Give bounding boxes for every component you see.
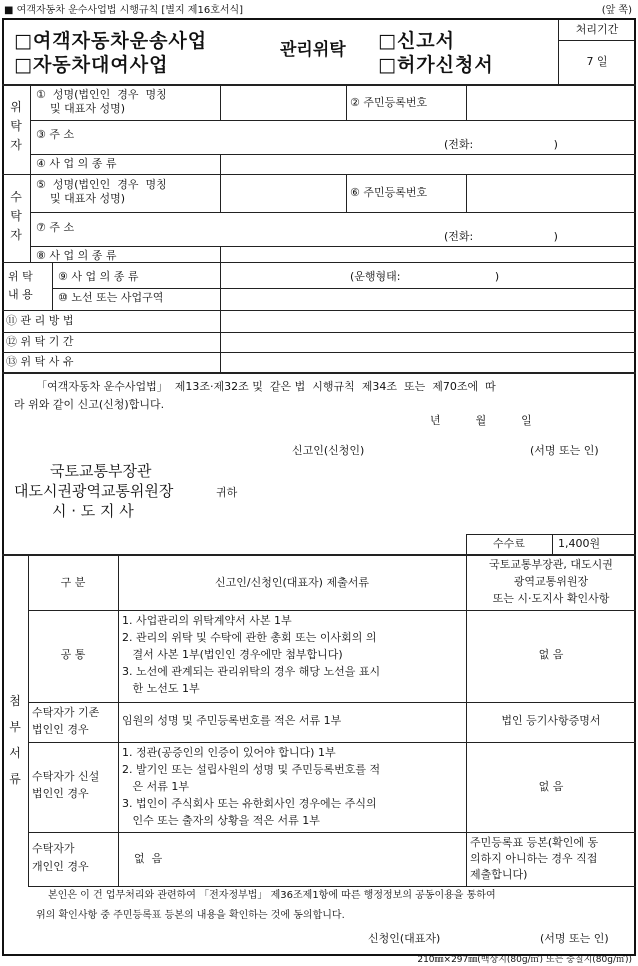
row-existing-category-1: 수탁자가 기존	[32, 706, 100, 719]
row-existing-check: 법인 등기사항증명서	[501, 714, 601, 727]
processing-period-value: 7 일	[586, 55, 608, 68]
consent-line-2: 위의 확인사항 중 주민등록표 등본의 내용을 확인하는 것에 동의합니다.	[36, 910, 345, 921]
row-individual-check-3: 제출합니다)	[470, 868, 528, 881]
checkbox-passenger-transport[interactable]: □여객자동차운송사업	[14, 30, 208, 52]
row-new-check: 없 음	[538, 780, 564, 793]
consignment-reason-label: ⑬ 위 탁 사 유	[6, 355, 74, 368]
consignee-business-label: ⑧ 사 업 의 종 류	[36, 249, 117, 262]
declaration-date: 년 월 일	[430, 414, 532, 427]
row-common-doc-2: 2. 관리의 위탁 및 수탁에 관한 총회 또는 이사회의 의	[122, 631, 377, 644]
attachments-col-check-1: 국토교통부장관, 대도시권	[489, 558, 613, 571]
row-individual-category-2: 개인인 경우	[32, 860, 89, 873]
fee-value: 1,400원	[558, 537, 601, 550]
attachments-section-label: 첨부서류	[9, 694, 21, 786]
consignment-section-label-1: 위 탁	[8, 270, 33, 283]
fee-label: 수수료	[493, 537, 525, 550]
checkbox-car-rental[interactable]: □자동차대여사업	[14, 54, 169, 76]
row-new-doc-3: 은 서류 1부	[122, 780, 189, 793]
row-new-category-1: 수탁자가 신설	[32, 770, 100, 783]
management-method-label: ⑪ 관 리 방 법	[6, 314, 74, 327]
declaration-line-1: 「여객자동차 운수사업법」 제13조·제32조 및 같은 법 시행규칙 제34조 또는 제70조에 따	[36, 380, 496, 393]
row-common-doc-1: 1. 사업관리의 위탁계약서 사본 1부	[122, 614, 292, 627]
row-common-category: 공 통	[60, 648, 86, 661]
declaration-line-2: 라 위와 같이 신고(신청)합니다.	[14, 398, 165, 411]
attachments-col-check-3: 또는 시·도지사 확인사항	[492, 592, 610, 605]
consignment-period-label: ⑫ 위 탁 기 간	[6, 335, 74, 348]
recipient-commission: 대도시권광역교통위원장	[14, 482, 174, 500]
applicant-label: 신고인(신청인)	[292, 444, 365, 457]
row-new-doc-4: 3. 법인이 주식회사 또는 유한회사인 경우에는 주식의	[122, 797, 377, 810]
row-common-doc-3: 결서 사본 1부(법인인 경우에만 첨부합니다)	[122, 648, 343, 661]
consent-signer: 신청인(대표자)	[368, 932, 441, 945]
row-common-doc-4: 3. 노선에 관계되는 관리위탁의 경우 해당 노선을 표시	[122, 665, 381, 678]
operation-type-label: (운행형태: )	[350, 270, 500, 283]
consent-signature: (서명 또는 인)	[540, 932, 609, 945]
form-reference: ■ 여객자동차 운수사업법 시행규칙 [별지 제16호서식]	[4, 5, 244, 16]
row-existing-category-2: 법인인 경우	[32, 723, 89, 736]
row-individual-doc-1: 없 음	[134, 852, 163, 865]
consignor-id-label: ② 주민등록번호	[350, 96, 428, 109]
route-area-label: ⑩ 노선 또는 사업구역	[58, 291, 164, 304]
consignment-section-label-2: 내 용	[8, 288, 33, 301]
attachments-col-documents: 신고인/신청인(대표자) 제출서류	[215, 576, 369, 589]
row-new-doc-5: 인수 또는 출자의 상황을 적은 서류 1부	[122, 814, 320, 827]
row-common-check: 없 음	[538, 648, 564, 661]
page-side: (앞 쪽)	[601, 5, 632, 16]
consignor-business-label: ④ 사 업 의 종 류	[36, 157, 117, 170]
recipient-minister: 국토교통부장관	[50, 462, 152, 480]
consignor-address-label: ③ 주 소	[36, 128, 75, 141]
consignor-name-label: ① 성명(법인인 경우 명칭 및 대표자 성명)	[36, 88, 167, 115]
row-new-doc-1: 1. 정관(공증인의 인증이 있어야 합니다) 1부	[122, 746, 336, 759]
row-individual-check-2: 의하지 아니하는 경우 직접	[470, 852, 598, 865]
consignor-section-label: 위탁자	[10, 100, 22, 152]
attachments-col-check-2: 광역교통위원장	[513, 575, 589, 588]
row-new-category-2: 법인인 경우	[32, 787, 89, 800]
consignee-address-label: ⑦ 주 소	[36, 221, 75, 234]
consignee-section-label: 수탁자	[10, 190, 22, 242]
consignee-phone-label: (전화: )	[444, 230, 558, 243]
consignor-phone-label: (전화: )	[444, 138, 558, 151]
attachments-col-category: 구 분	[60, 576, 86, 589]
form-header	[2, 0, 636, 16]
processing-period-label: 처리기간	[575, 23, 619, 36]
recipient-governor: 시 · 도 지 사	[52, 502, 134, 520]
row-existing-doc-1: 임원의 성명 및 주민등록번호를 적은 서류 1부	[122, 714, 342, 727]
row-common-doc-5: 한 노선도 1부	[122, 682, 200, 695]
checkbox-permit-application[interactable]: □허가신청서	[378, 54, 494, 76]
row-individual-category-1: 수탁자가	[32, 842, 75, 855]
consent-line-1: 본인은 이 건 업무처리와 관련하여 「전자정부법」 제36조제1항에 따른 행정정보의 공동이용을 통하여	[48, 890, 496, 901]
consignee-name-label: ⑤ 성명(법인인 경우 명칭 및 대표자 성명)	[36, 178, 167, 205]
paper-spec-footer: 210㎜×297㎜(백상지(80g/㎡) 또는 중질지(80g/㎡))	[417, 955, 632, 965]
row-individual-check-1: 주민등록표 등본(확인에 동	[470, 836, 599, 849]
consignee-id-label: ⑥ 주민등록번호	[350, 186, 428, 199]
applicant-signature: (서명 또는 인)	[530, 444, 599, 457]
row-new-doc-2: 2. 발기인 또는 설립사원의 성명 및 주민등록번호를 적	[122, 763, 381, 776]
form-title: 관리위탁	[280, 40, 346, 60]
checkbox-report[interactable]: □신고서	[378, 30, 456, 52]
recipient-suffix: 귀하	[216, 486, 238, 499]
consignment-business-label: ⑨ 사 업 의 종 류	[58, 270, 139, 283]
